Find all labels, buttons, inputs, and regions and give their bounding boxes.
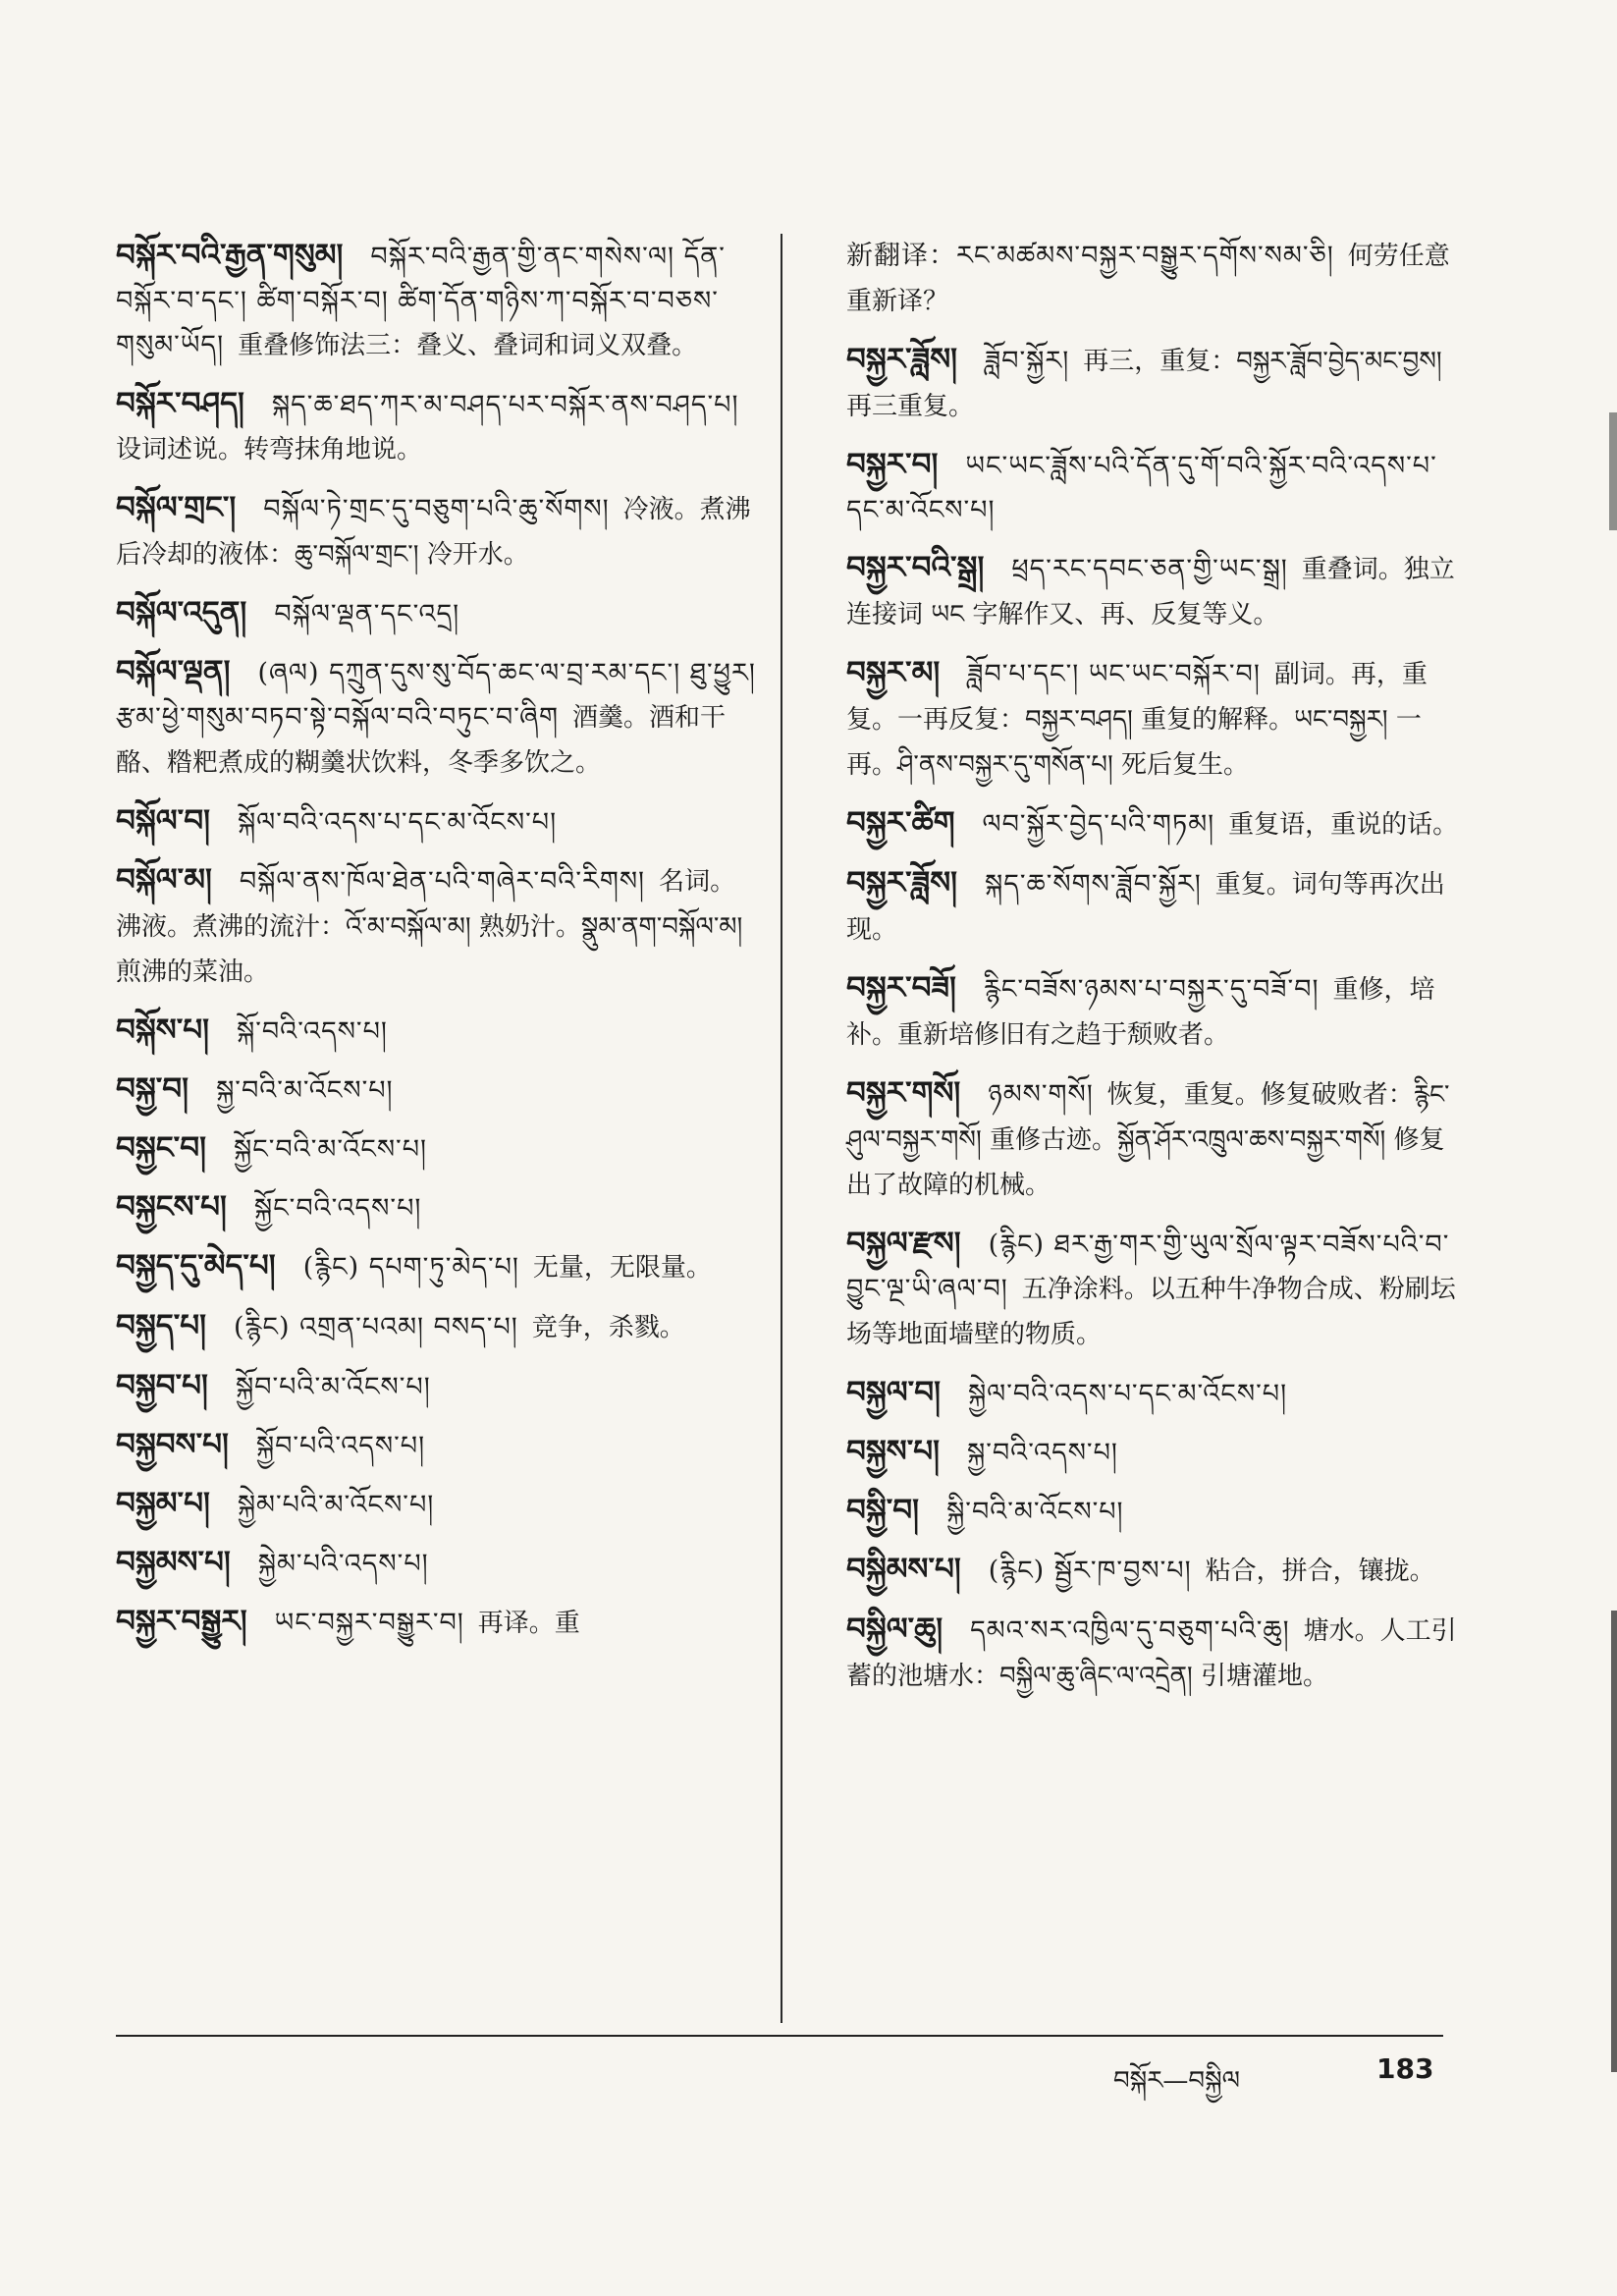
dictionary-entry (846, 1608, 1459, 1699)
entry-headword: བསྐྱར་གསོ། (846, 1075, 961, 1111)
entry-chinese-gloss: 重修，培补。重新培修旧有之趋于颓败者。 (846, 975, 1435, 1050)
entry-tibetan-definition: ཕྲད་རང་དབང་ཅན་གྱི་ཡང་སྒྲ། (1011, 554, 1288, 584)
entry-tibetan-definition: སྐྱི་བའི་མ་འོངས་པ། (946, 1497, 1124, 1527)
entry-tibetan-definition: རྙིང་བཟོས་ཉམས་པ་བསྐྱར་དུ་བཟོ་བ། (983, 974, 1320, 1005)
entry-headword: བསྐོལ་གྲང་། (116, 490, 237, 525)
right-column (846, 234, 1459, 1713)
entry-tibetan-definition: སྐད་ཆ་སོགས་ཟློབ་སྐྱོར། (985, 869, 1202, 900)
entry-headword: བསྐྱར་བ། (846, 447, 939, 482)
left-column (116, 234, 756, 1660)
entry-chinese-gloss: 恢复，重复。修复破败者：རྙིང་ཤུལ་བསྐྱར་གསོ། 重修古迹。སྐྱོན་ཤོར་འཁྲུལ་ཆས་བསྐྱར་གསོ། 修复出了故障的机械。 (846, 1080, 1450, 1200)
dictionary-entry (116, 1304, 756, 1350)
entry-tibetan-definition: བསྐོལ་ལྡན་དང་འདྲ། (274, 599, 460, 629)
entry-tibetan-definition: སྐྱོང་བའི་མ་འོངས་པ། (233, 1134, 428, 1165)
entry-headword: བསྐོས་པ། (116, 1012, 209, 1048)
entry-chinese-gloss: 名词。沸液。煮沸的流汁：འོ་མ་བསྐོལ་མ། 熟奶汁。སྣུམ་ནག་བསྐོལ་མ། 煎沸的菜油。 (116, 867, 743, 987)
dictionary-entry (116, 1244, 756, 1290)
dictionary-entry (846, 1548, 1459, 1594)
dictionary-entry (846, 443, 1459, 532)
page-number: 183 (1376, 2052, 1434, 2085)
column-divider (781, 234, 782, 2023)
entry-headword: བསྐྱིལ་ཆུ། (846, 1612, 943, 1647)
entry-headword: བསྐྱམ་པ། (116, 1486, 210, 1521)
entry-headword: བསྐྱི་བ། (846, 1493, 920, 1528)
entry-headword: བསྐྱལ་བ། (846, 1375, 941, 1410)
entry-tibetan-definition: (ཞལ) དཀྲུན་དུས་སུ་བོད་ཆང་ལ་བྲ་རམ་དང་། ཐུ་ཕྱུར། རྩམ་ཕྱེ་གསུམ་བཏབ་སྟེ་བསྐོལ་བའི་བཏུང་བ་ཞིག (116, 658, 756, 733)
entry-chinese-gloss: 设词述说。转弯抹角地说。 (116, 435, 423, 465)
dictionary-entry (846, 651, 1459, 788)
entry-tibetan-definition: བསྐོར་བའི་རྒྱན་གྱི་ནང་གསེས་ལ། དོན་བསྐོར་བ་དང་། ཚིག་བསྐོར་བ། ཚིག་དོན་གཉིས་ཀ་བསྐོར་བ་བཅས་གསུམ་ཡོད། (116, 242, 726, 360)
entry-chinese-gloss: 重复语，重说的话。 (1228, 810, 1459, 840)
dictionary-entry (846, 966, 1459, 1058)
entry-tibetan-definition: སྐད་ཆ་ཐད་ཀར་མ་བཤད་པར་བསྐོར་ནས་བཤད་པ། (271, 390, 739, 420)
dictionary-entry (116, 1009, 756, 1054)
edge-mark (1611, 1611, 1617, 2072)
entry-headword: བསྐྱངས་པ། (116, 1189, 227, 1225)
entry-tibetan-definition: དམའ་སར་འཁྱིལ་དུ་བཅུག་པའི་ཆུ། (970, 1615, 1290, 1646)
entry-tibetan-definition: ཡང་བསྐྱར་བསྒྱུར་བ། (274, 1608, 464, 1638)
entry-chinese-gloss: 重叠词。独立连接词 ཡང 字解作又、再、反复等义。 (846, 555, 1455, 629)
entry-headword: བསྐོལ་མ། (116, 862, 212, 898)
entry-chinese-gloss: 酒羹。酒和干酪、糌粑煮成的糊羹状饮料，冬季多饮之。 (116, 703, 727, 778)
dictionary-entry (116, 1482, 756, 1527)
dictionary-entry (846, 1071, 1459, 1208)
entry-tibetan-definition: སྐྱ་བའི་མ་འོངས་པ། (216, 1075, 394, 1106)
entry-chinese-gloss: 何劳任意重新译？ (846, 242, 1450, 316)
entry-tibetan-definition: ཟློབ་སྐྱོར། (985, 346, 1070, 376)
dictionary-entry (116, 1185, 756, 1230)
dictionary-entry (116, 799, 756, 845)
entry-tibetan-definition: བསྐོལ་ནས་ཁོལ་ཐེན་པའི་གཞེར་བའི་རིགས། (239, 866, 646, 897)
entry-chinese-gloss: 冷液。煮沸后冷却的液体：ཆུ་བསྐོལ་གྲང་། 冷开水。 (116, 495, 751, 570)
dictionary-entry (116, 1600, 756, 1646)
entry-headword: བསྐྱར་བའི་སྒྲ། (846, 550, 985, 585)
entry-headword: བསྐྱ་བ། (116, 1071, 189, 1107)
entry-tibetan-definition: ཟློབ་པ་དང་། ཡང་ཡང་བསྐོར་བ། (967, 659, 1261, 689)
footer-headword-range: བསྐོར—བསྐྱིལ (1113, 2066, 1240, 2096)
dictionary-entry (846, 861, 1459, 953)
dictionary-entry (116, 1364, 756, 1409)
entry-tibetan-definition: སྐྱེམ་པའི་འདས་པ། (257, 1549, 429, 1579)
entry-tibetan-definition: སྐྱོབ་པའི་མ་འོངས་པ། (235, 1372, 431, 1402)
footer-rule (116, 2035, 1443, 2037)
entry-tibetan-definition: (རྙིང) སྦྱོར་ཁ་བྱས་པ། (988, 1556, 1192, 1586)
entry-headword: བསྐོལ་བ། (116, 803, 210, 839)
dictionary-entry (846, 234, 1459, 324)
dictionary-entry (846, 1489, 1459, 1534)
entry-tibetan-definition: སྐྱོང་བའི་འདས་པ། (253, 1193, 422, 1224)
dictionary-entry (116, 650, 756, 786)
dictionary-entry (116, 486, 756, 577)
dictionary-entry (846, 338, 1459, 429)
dictionary-entry (846, 1430, 1459, 1475)
entry-tibetan-definition: སྐྱེལ་བའི་འདས་པ་དང་མ་འོངས་པ། (967, 1379, 1288, 1409)
entry-chinese-gloss: 副词。再，重复。一再反复：བསྐྱར་བཤད། 重复的解释。ཡང་བསྐྱར། 一再。ཤི་ནས་བསྐྱར་དུ་གསོན་པ། 死后复生。 (846, 660, 1428, 780)
dictionary-entry (846, 1371, 1459, 1416)
entry-headword: བསྐྱིམས་པ། (846, 1552, 961, 1587)
entry-chinese-gloss: 塘水。人工引蓄的池塘水：བསྐྱིལ་ཆུ་ཞིང་ལ་འདྲེན། 引塘灌地。 (846, 1616, 1457, 1691)
entry-headword: བསྐྱམས་པ། (116, 1545, 231, 1580)
entry-tibetan-definition: (རྙིང) ཐར་རྒྱ་གར་གྱི་ཡུལ་སྲོལ་ལྟར་བཟོས་པའི་བ་བྱུང་ལྔ་ཡི་ཞལ་བ། (846, 1230, 1450, 1304)
entry-tibetan-definition: ཉམས་གསོ། (988, 1079, 1094, 1110)
dictionary-entry (116, 858, 756, 995)
entry-chinese-gloss: 粘合，拼合，镶拢。 (1205, 1557, 1435, 1586)
dictionary-entry (116, 1541, 756, 1586)
dictionary-entry (846, 1222, 1459, 1357)
dictionary-entry (846, 546, 1459, 637)
entry-tibetan-definition: ཡང་ཡང་ཟློས་པའི་དོན་དུ་གོ་བའི་སྐྱོར་བའི་འདས་པ་དང་མ་འོངས་པ། (846, 451, 1437, 525)
dictionary-entry (116, 1423, 756, 1468)
entry-headword: བསྐྱས་པ། (846, 1434, 940, 1469)
entry-tibetan-definition: སྐྱེམ་པའི་མ་འོངས་པ། (237, 1490, 435, 1520)
entry-headword: བསྐྱར་ཚིག (846, 805, 955, 841)
entry-headword: བསྐོར་བའི་རྒྱན་གསུམ། (116, 238, 344, 273)
entry-headword: བསྐྱང་བ། (116, 1130, 206, 1166)
entry-tibetan-definition: (རྙིང) འགྲན་པའམ། བསད་པ། (234, 1312, 518, 1342)
entry-chinese-gloss: 竞争，杀戮。 (531, 1313, 685, 1342)
dictionary-entry (116, 591, 756, 636)
entry-chinese-gloss: 五净涂料。以五种牛净物合成、粉刷坛场等地面墙壁的物质。 (846, 1275, 1456, 1349)
edge-mark (1609, 412, 1617, 530)
entry-headword: བསྐྱར་ཟློས། (846, 342, 957, 377)
entry-tibetan-definition: ལབ་སྐྱོར་བྱེད་པའི་གཏམ། (982, 809, 1215, 840)
entry-chinese-gloss: 无量，无限量。 (532, 1253, 712, 1283)
dictionary-entry (116, 382, 756, 472)
entry-headword: བསྐྱར་མ། (846, 655, 941, 690)
entry-headword: བསྐྱད་དུ་མེད་པ། (116, 1248, 276, 1284)
dictionary-entry (116, 1126, 756, 1172)
entry-headword: བསྐོལ་འདུན། (116, 595, 247, 630)
entry-headword: བསྐྱབ་པ། (116, 1368, 208, 1403)
entry-headword: བསྐྱད་པ། (116, 1308, 207, 1343)
entry-headword: བསྐོལ་ལྡན། (116, 654, 231, 689)
entry-chinese-gloss: 再译。重 (477, 1609, 580, 1638)
entry-headword: བསྐྱབས་པ། (116, 1427, 229, 1462)
entry-headword: བསྐྱར་ཟློས། (846, 865, 957, 901)
entry-tibetan-definition: སྐོ་བའི་འདས་པ། (236, 1016, 388, 1047)
entry-chinese-gloss: 重复。词句等再次出现。 (846, 870, 1445, 945)
dictionary-entry (846, 801, 1459, 847)
entry-tibetan-definition: བསྐོལ་ཏེ་གྲང་དུ་བཅུག་པའི་ཆུ་སོགས། (263, 494, 610, 524)
entry-tibetan-definition: 新翻译：རང་མཚམས་བསྐྱར་བསྒྱུར་དགོས་སམ་ཅི། (846, 241, 1334, 271)
dictionary-entry (116, 1067, 756, 1113)
entry-tibetan-definition: སྐྱ་བའི་འདས་པ། (966, 1438, 1118, 1468)
entry-headword: བསྐྱར་བསྒྱུར། (116, 1604, 247, 1639)
entry-tibetan-definition: སྐོལ་བའི་འདས་པ་དང་མ་འོངས་པ། (237, 807, 558, 838)
dictionary-entry (116, 234, 756, 368)
entry-tibetan-definition: སྐྱོབ་པའི་འདས་པ། (255, 1431, 426, 1461)
entry-headword: བསྐྱར་བཟོ། (846, 970, 956, 1006)
entry-tibetan-definition: (རྙིང) དཔག་ཏུ་མེད་པ། (302, 1252, 519, 1283)
entry-headword: བསྐོར་བཤད། (116, 386, 244, 421)
entry-headword: བསྐྱལ་རྫས། (846, 1226, 961, 1261)
entry-chinese-gloss: 再三，重复：བསྐྱར་ཟློབ་བྱེད་མང་བྱས། 再三重复。 (846, 347, 1442, 421)
entry-chinese-gloss: 重叠修饰法三：叠义、叠词和词义双叠。 (238, 331, 698, 360)
